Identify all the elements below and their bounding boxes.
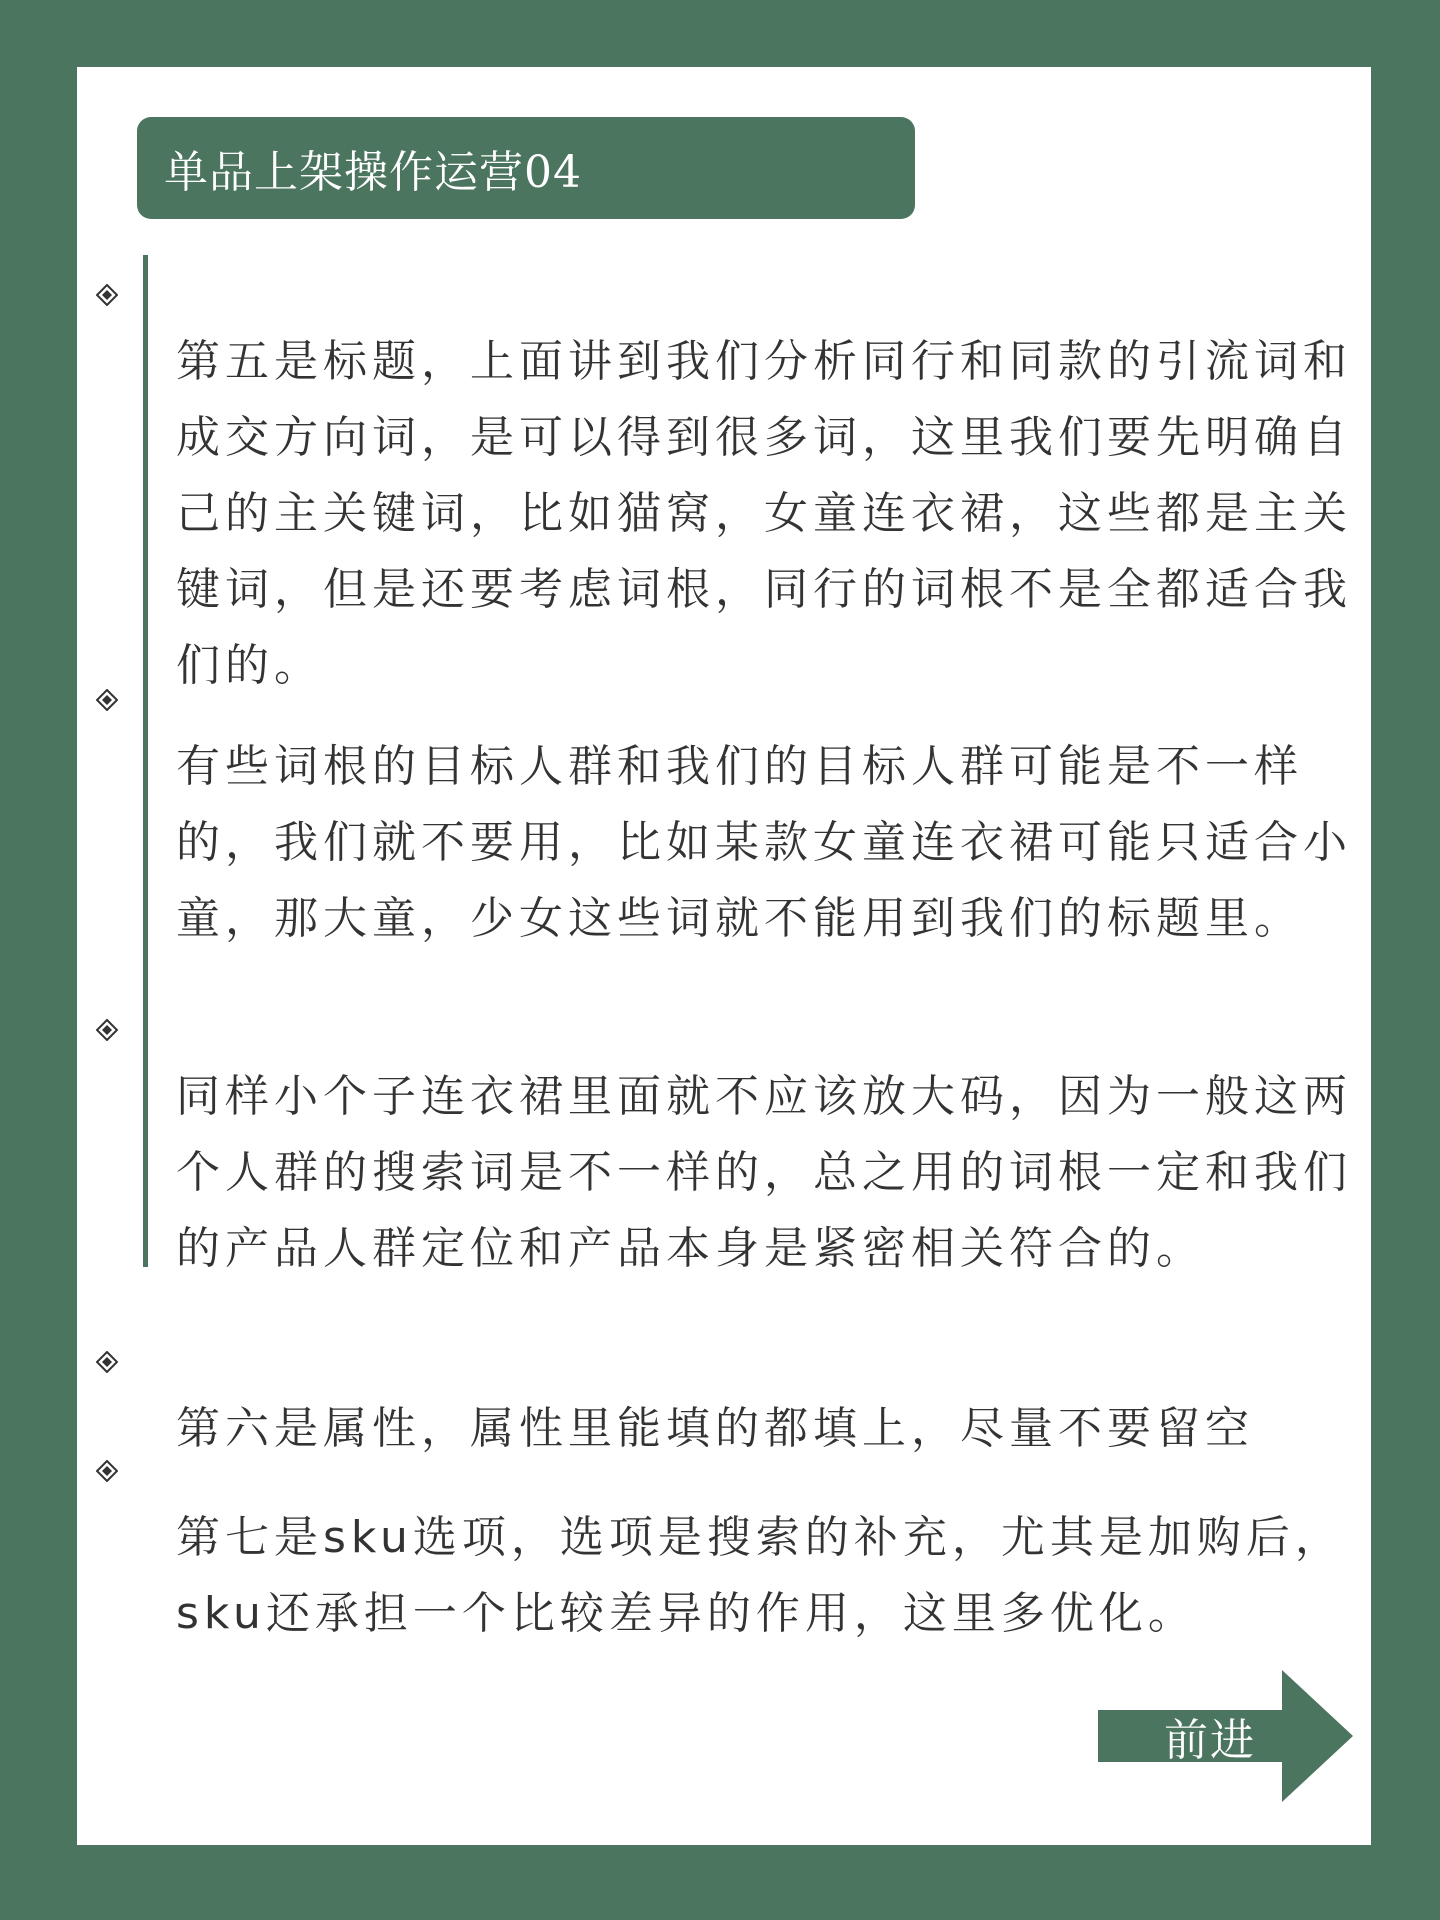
content-card — [77, 67, 1371, 1845]
list-item: 第五是标题，上面讲到我们分析同行和同款的引流词和成交方向词，是可以得到很多词，这里我们要先明确自己的主关键词，比如猫窝，女童连衣裙，这些都是主关键词，但是还要考虑词根，同行的词根不是全都适合我们的。 — [176, 336, 1352, 691]
next-button-label: 前进 — [1164, 1715, 1256, 1766]
list-item: 有些词根的目标人群和我们的目标人群可能是不一样的，我们就不要用，比如某款女童连衣裙可能只适合小童，那大童，少女这些词就不能用到我们的标题里。 — [176, 741, 1352, 944]
list-item: 第六是属性，属性里能填的都填上，尽量不要留空 — [176, 1403, 1254, 1454]
list-item: 同样小个子连衣裙里面就不应该放大码，因为一般这两个人群的搜索词是不一样的，总之用的词根一定和我们的产品人群定位和产品本身是紧密相关符合的。 — [176, 1071, 1352, 1274]
page-title: 单品上架操作运营04 — [164, 147, 582, 198]
diamond-bullet-icon — [96, 1351, 118, 1373]
list-item: 第七是sku选项，选项是搜索的补充，尤其是加购后，sku还承担一个比较差异的作用，这里多优化。 — [176, 1512, 1344, 1639]
diamond-bullet-icon — [96, 689, 118, 711]
diamond-bullet-icon — [96, 284, 118, 306]
diamond-bullet-icon — [96, 1460, 118, 1482]
title-banner — [137, 117, 915, 219]
vertical-divider — [143, 255, 148, 1267]
next-button[interactable] — [1098, 1670, 1353, 1802]
diamond-bullet-icon — [96, 1019, 118, 1041]
